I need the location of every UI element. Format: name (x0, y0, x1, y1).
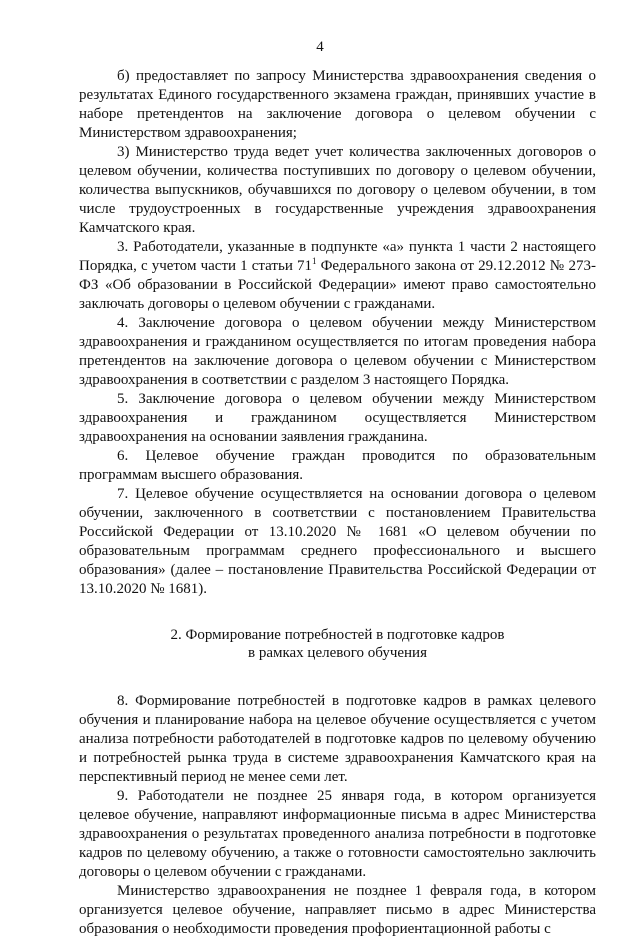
paragraph-4: 4. Заключение договора о целевом обучении между Министерством здравоохранения и гражданином осуществляется по итогам проведения набора претендентов на заключение договора о целевом обучении с Министерством здравоохранения в соответствии с разделом 3 настоящего Порядка. (79, 315, 596, 388)
page-number: 4 (316, 39, 324, 55)
paragraph-3-ministry-of-labor: 3) Министерство труда ведет учет количества заключенных договоров о целевом обучении, количества поступивших по договору о целевом обучении, количества выпускников, обучавшихся по договору о целевом обучении, в том числе трудоустроенных в государственные учреждения здравоохранения Камчатского края. (79, 144, 596, 236)
paragraph-6: 6. Целевое обучение граждан проводится по образовательным программам высшего образования. (79, 448, 596, 483)
paragraph-5: 5. Заключение договора о целевом обучении между Министерством здравоохранения и гражданином осуществляется Министерством здравоохранения на основании заявления гражданина. (79, 391, 596, 445)
paragraph-9: 9. Работодатели не позднее 25 января года, в котором организуется целевое обучение, направляют информационные письма в адрес Министерства здравоохранения о результатах проведенного анализа потребности в подготовке кадров по целевому обучению, а также о готовности самостоятельно заключить договоры о целевом обучении с гражданами. (79, 788, 596, 880)
article-superscript: 1 (311, 256, 317, 266)
section-heading-line-2: в рамках целевого обучения (247, 645, 427, 661)
paragraph-3-text-start: 3. Работодатели, указанные в подпункте «а» пункта 1 части 2 настоящего Порядка, с учетом части 1 статьи 71 (79, 239, 596, 274)
document-body (79, 67, 596, 939)
paragraph-7: 7. Целевое обучение осуществляется на основании договора о целевом обучении, заключенного в соответствии с постановлением Правительства Российской Федерации от 13.10.2020 № 1681 «О целевом обучении по образовательным программам среднего профессионального и высшего образования» (далее – постановление Правительства Российской Федерации от 13.10.2020 № 1681). (79, 486, 596, 597)
paragraph-ministry-deadline: Министерство здравоохранения не позднее 1 февраля года, в котором организуется целевое обучение, направляет письмо в адрес Министерства образования о необходимости проведения профориентационной работы с (79, 883, 596, 937)
paragraph-8: 8. Формирование потребностей в подготовке кадров в рамках целевого обучения и планирование набора на целевое обучение осуществляется с учетом анализа потребности работодателей в подготовке кадров по целевому обучению и потребностей рынка труда в системе здравоохранения Камчатского края на перспективный период не менее семи лет. (79, 693, 596, 785)
paragraph-3-text-end: Федерального закона от 29.12.2012 № 273-ФЗ «Об образовании в Российской Федерации» имеют право самостоятельно заключать договоры о целевом обучении с гражданами. (79, 258, 596, 312)
paragraph-3-employers (79, 238, 596, 314)
paragraph-b: б) предоставляет по запросу Министерства здравоохранения сведения о результатах Единого государственного экзамена граждан, принявших участие в наборе претендентов на заключение договора о целевом обучении с Министерством здравоохранения; (79, 68, 596, 141)
section-heading (79, 626, 596, 662)
section-heading-line-1: 2. Формирование потребностей в подготовке кадров (170, 627, 505, 643)
